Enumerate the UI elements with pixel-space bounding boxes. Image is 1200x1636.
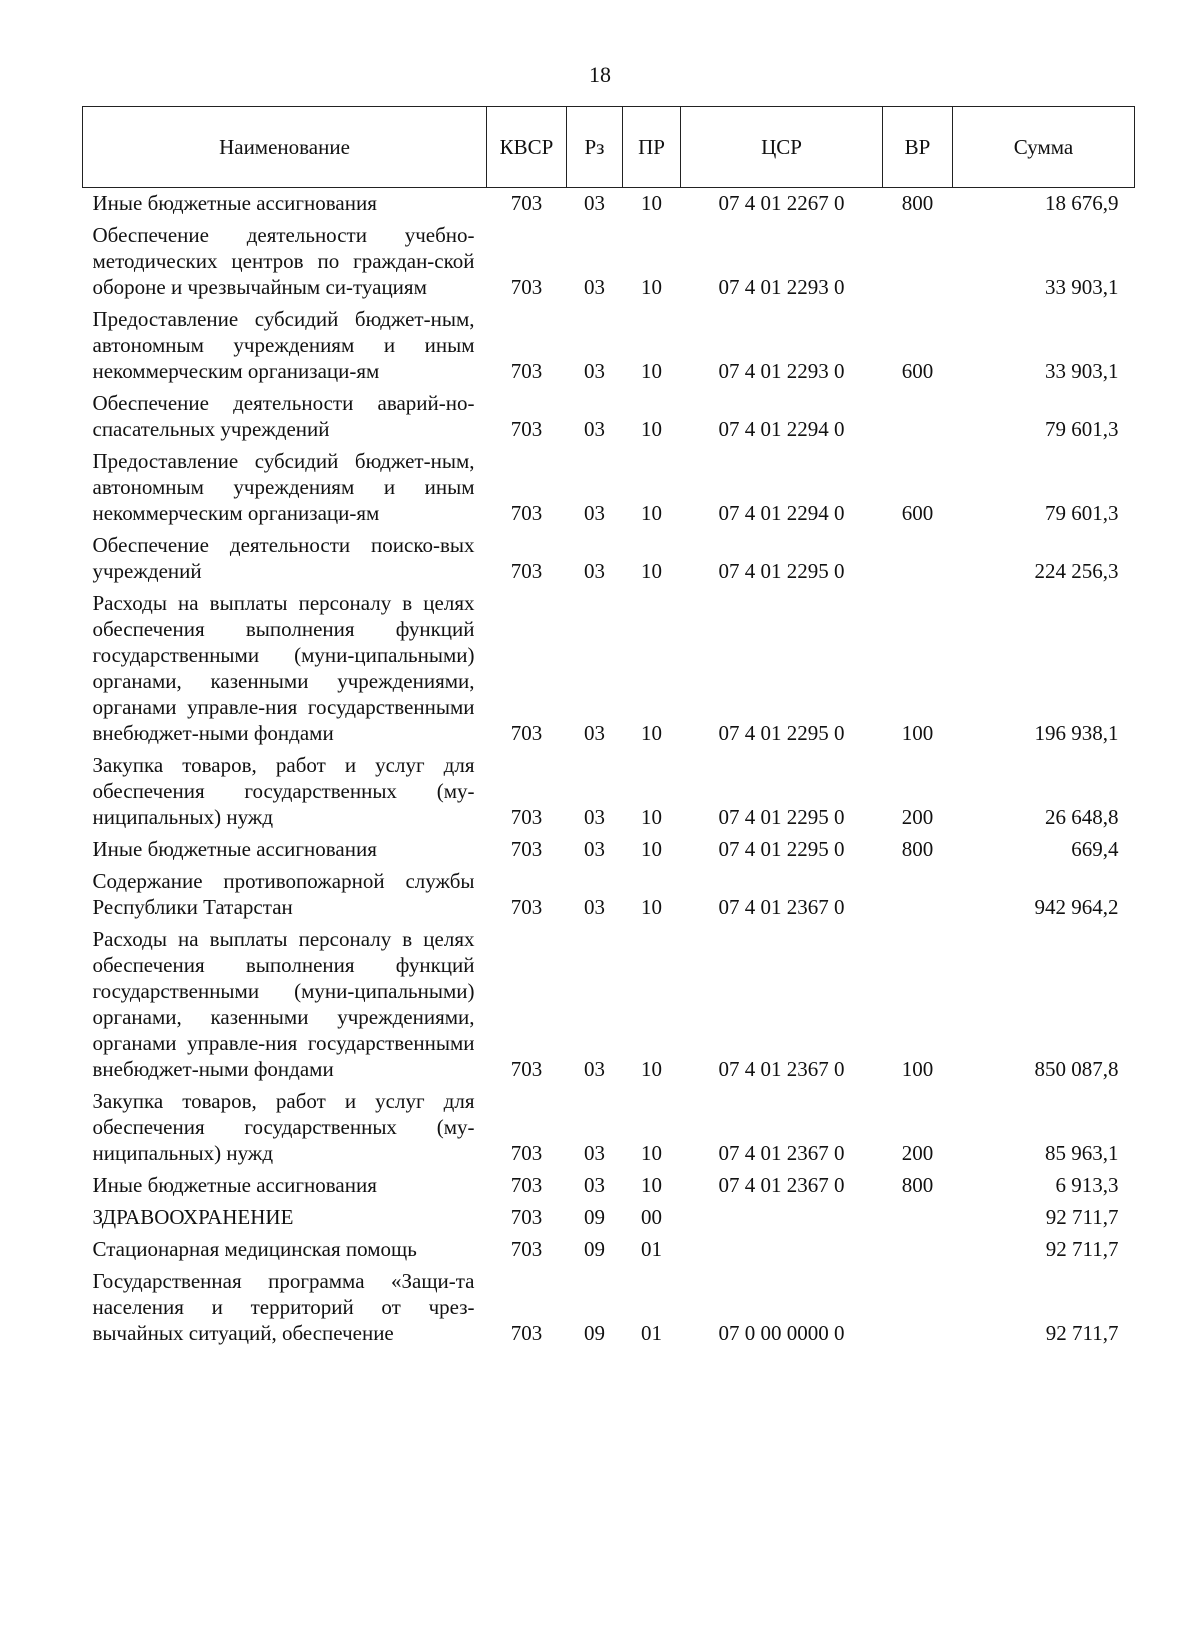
cell-csr <box>681 1204 883 1236</box>
cell-csr: 07 4 01 2267 0 <box>718 191 845 215</box>
cell-name: Обеспечение деятельности аварий-но-спасательных учреждений <box>92 391 475 441</box>
cell-name: ЗДРАВООХРАНЕНИЕ <box>92 1205 294 1229</box>
cell-pr: 01 <box>641 1321 662 1345</box>
cell-pr: 01 <box>641 1237 662 1261</box>
table-row <box>83 306 1135 390</box>
cell-rz: 03 <box>584 1057 605 1081</box>
cell-pr: 10 <box>641 837 662 861</box>
cell-rz: 03 <box>584 501 605 525</box>
page-number: 18 <box>589 62 611 87</box>
cell-kvsr: 703 <box>510 1141 543 1165</box>
cell-kvsr: 703 <box>510 1237 543 1261</box>
cell-pr: 10 <box>641 275 662 299</box>
table-row <box>83 188 1135 223</box>
cell-kvsr: 703 <box>510 559 543 583</box>
table-row <box>83 222 1135 306</box>
cell-csr: 07 0 00 0000 0 <box>718 1321 845 1345</box>
cell-pr: 10 <box>641 417 662 441</box>
cell-csr: 07 4 01 2294 0 <box>718 417 845 441</box>
cell-sum: 85 963,1 <box>1045 1141 1119 1165</box>
cell-sum: 33 903,1 <box>1045 275 1119 299</box>
table-row <box>83 1268 1135 1352</box>
cell-vr: 100 <box>901 721 934 745</box>
cell-name: Закупка товаров, работ и услуг для обеспечения государственных (му-ниципальных) нужд <box>92 753 475 829</box>
cell-pr: 10 <box>641 191 662 215</box>
cell-pr: 10 <box>641 721 662 745</box>
cell-name: Закупка товаров, работ и услуг для обеспечения государственных (му-ниципальных) нужд <box>92 1089 475 1165</box>
cell-rz: 09 <box>584 1205 605 1229</box>
cell-vr: 100 <box>901 1057 934 1081</box>
cell-vr: 800 <box>901 191 934 215</box>
cell-rz: 03 <box>584 359 605 383</box>
cell-kvsr: 703 <box>510 721 543 745</box>
cell-pr: 10 <box>641 805 662 829</box>
header-vr: ВР <box>883 107 953 188</box>
cell-pr: 10 <box>641 501 662 525</box>
cell-name: Предоставление субсидий бюджет-ным, автономным учреждениям и иным некоммерческим организаци-ям <box>92 307 475 383</box>
cell-sum: 92 711,7 <box>1045 1205 1119 1229</box>
cell-csr: 07 4 01 2295 0 <box>718 837 845 861</box>
cell-rz: 03 <box>584 721 605 745</box>
cell-csr: 07 4 01 2295 0 <box>718 805 845 829</box>
cell-rz: 03 <box>584 805 605 829</box>
table-row <box>83 1204 1135 1236</box>
cell-vr: 200 <box>901 1141 934 1165</box>
table-row <box>83 590 1135 752</box>
cell-name: Расходы на выплаты персоналу в целях обеспечения выполнения функций государственными (муни-ципальными) органами, казенными учреждениями, органами управле-ния государственными внебюджет-ными фондами <box>92 591 475 745</box>
cell-pr: 10 <box>641 359 662 383</box>
cell-pr: 10 <box>641 1141 662 1165</box>
cell-csr: 07 4 01 2294 0 <box>718 501 845 525</box>
cell-kvsr: 703 <box>510 1321 543 1345</box>
cell-kvsr: 703 <box>510 895 543 919</box>
cell-kvsr: 703 <box>510 417 543 441</box>
cell-pr: 10 <box>641 895 662 919</box>
cell-sum: 92 711,7 <box>1045 1237 1119 1261</box>
budget-table <box>82 106 1135 1352</box>
header-name: Наименование <box>83 107 487 188</box>
cell-rz: 03 <box>584 275 605 299</box>
cell-kvsr: 703 <box>510 359 543 383</box>
table-row <box>83 926 1135 1088</box>
cell-sum: 33 903,1 <box>1045 359 1119 383</box>
table-row <box>83 1088 1135 1172</box>
cell-vr: 600 <box>901 501 934 525</box>
cell-name: Государственная программа «Защи-та населения и территорий от чрез-вычайных ситуаций, обеспечение <box>92 1269 475 1345</box>
cell-name: Иные бюджетные ассигнования <box>92 1173 377 1197</box>
cell-rz: 03 <box>584 837 605 861</box>
cell-csr: 07 4 01 2295 0 <box>718 559 845 583</box>
cell-pr: 10 <box>641 1057 662 1081</box>
cell-sum: 26 648,8 <box>1045 805 1119 829</box>
cell-csr: 07 4 01 2367 0 <box>718 1141 845 1165</box>
cell-kvsr: 703 <box>510 1205 543 1229</box>
cell-vr <box>883 1268 953 1352</box>
cell-vr <box>883 1236 953 1268</box>
cell-name: Предоставление субсидий бюджет-ным, автономным учреждениям и иным некоммерческим организаци-ям <box>92 449 475 525</box>
header-csr: ЦСР <box>681 107 883 188</box>
table-row <box>83 836 1135 868</box>
cell-sum: 18 676,9 <box>1045 191 1119 215</box>
cell-csr: 07 4 01 2293 0 <box>718 359 845 383</box>
cell-kvsr: 703 <box>510 501 543 525</box>
cell-sum: 224 256,3 <box>1034 559 1119 583</box>
table-row <box>83 752 1135 836</box>
cell-rz: 03 <box>584 895 605 919</box>
cell-vr: 800 <box>901 1173 934 1197</box>
header-sum: Сумма <box>953 107 1135 188</box>
table-row <box>83 868 1135 926</box>
cell-name: Обеспечение деятельности поиско-вых учреждений <box>92 533 475 583</box>
cell-kvsr: 703 <box>510 1057 543 1081</box>
cell-name: Иные бюджетные ассигнования <box>92 837 377 861</box>
cell-vr: 200 <box>901 805 934 829</box>
cell-csr: 07 4 01 2367 0 <box>718 1057 845 1081</box>
cell-name: Стационарная медицинская помощь <box>92 1237 417 1261</box>
cell-rz: 03 <box>584 1141 605 1165</box>
cell-sum: 79 601,3 <box>1045 417 1119 441</box>
cell-csr: 07 4 01 2293 0 <box>718 275 845 299</box>
cell-kvsr: 703 <box>510 275 543 299</box>
cell-sum: 850 087,8 <box>1034 1057 1119 1081</box>
cell-sum: 942 964,2 <box>1034 895 1119 919</box>
cell-rz: 09 <box>584 1321 605 1345</box>
cell-sum: 79 601,3 <box>1045 501 1119 525</box>
cell-csr: 07 4 01 2367 0 <box>718 1173 845 1197</box>
cell-sum: 6 913,3 <box>1055 1173 1119 1197</box>
header-pr: ПР <box>623 107 681 188</box>
cell-vr <box>883 868 953 926</box>
cell-kvsr: 703 <box>510 1173 543 1197</box>
table-body <box>83 188 1135 1353</box>
cell-vr <box>883 1204 953 1236</box>
cell-vr <box>883 222 953 306</box>
table-row <box>83 390 1135 448</box>
cell-name: Содержание противопожарной службы Республики Татарстан <box>92 869 475 919</box>
cell-vr: 800 <box>901 837 934 861</box>
cell-rz: 03 <box>584 417 605 441</box>
cell-vr: 600 <box>901 359 934 383</box>
cell-kvsr: 703 <box>510 837 543 861</box>
table-header <box>83 107 1135 188</box>
table-row <box>83 532 1135 590</box>
cell-pr: 00 <box>641 1205 662 1229</box>
header-rz: Рз <box>567 107 623 188</box>
cell-vr <box>883 390 953 448</box>
cell-kvsr: 703 <box>510 191 543 215</box>
cell-pr: 10 <box>641 1173 662 1197</box>
cell-csr: 07 4 01 2295 0 <box>718 721 845 745</box>
cell-sum: 669,4 <box>1071 837 1119 861</box>
cell-sum: 92 711,7 <box>1045 1321 1119 1345</box>
cell-rz: 03 <box>584 191 605 215</box>
cell-csr <box>681 1236 883 1268</box>
cell-rz: 09 <box>584 1237 605 1261</box>
cell-rz: 03 <box>584 559 605 583</box>
cell-kvsr: 703 <box>510 805 543 829</box>
cell-vr <box>883 532 953 590</box>
cell-name: Расходы на выплаты персоналу в целях обеспечения выполнения функций государственными (муни-ципальными) органами, казенными учреждениями, органами управле-ния государственными внебюджет-ными фондами <box>92 927 475 1081</box>
table-row <box>83 1236 1135 1268</box>
table-row <box>83 1172 1135 1204</box>
cell-pr: 10 <box>641 559 662 583</box>
header-kvsr: КВСР <box>487 107 567 188</box>
cell-csr: 07 4 01 2367 0 <box>718 895 845 919</box>
cell-name: Обеспечение деятельности учебно-методических центров по граждан-ской обороне и чрезвычайным си-туациям <box>92 223 475 299</box>
table-row <box>83 448 1135 532</box>
cell-name: Иные бюджетные ассигнования <box>92 191 377 215</box>
cell-sum: 196 938,1 <box>1034 721 1119 745</box>
cell-rz: 03 <box>584 1173 605 1197</box>
